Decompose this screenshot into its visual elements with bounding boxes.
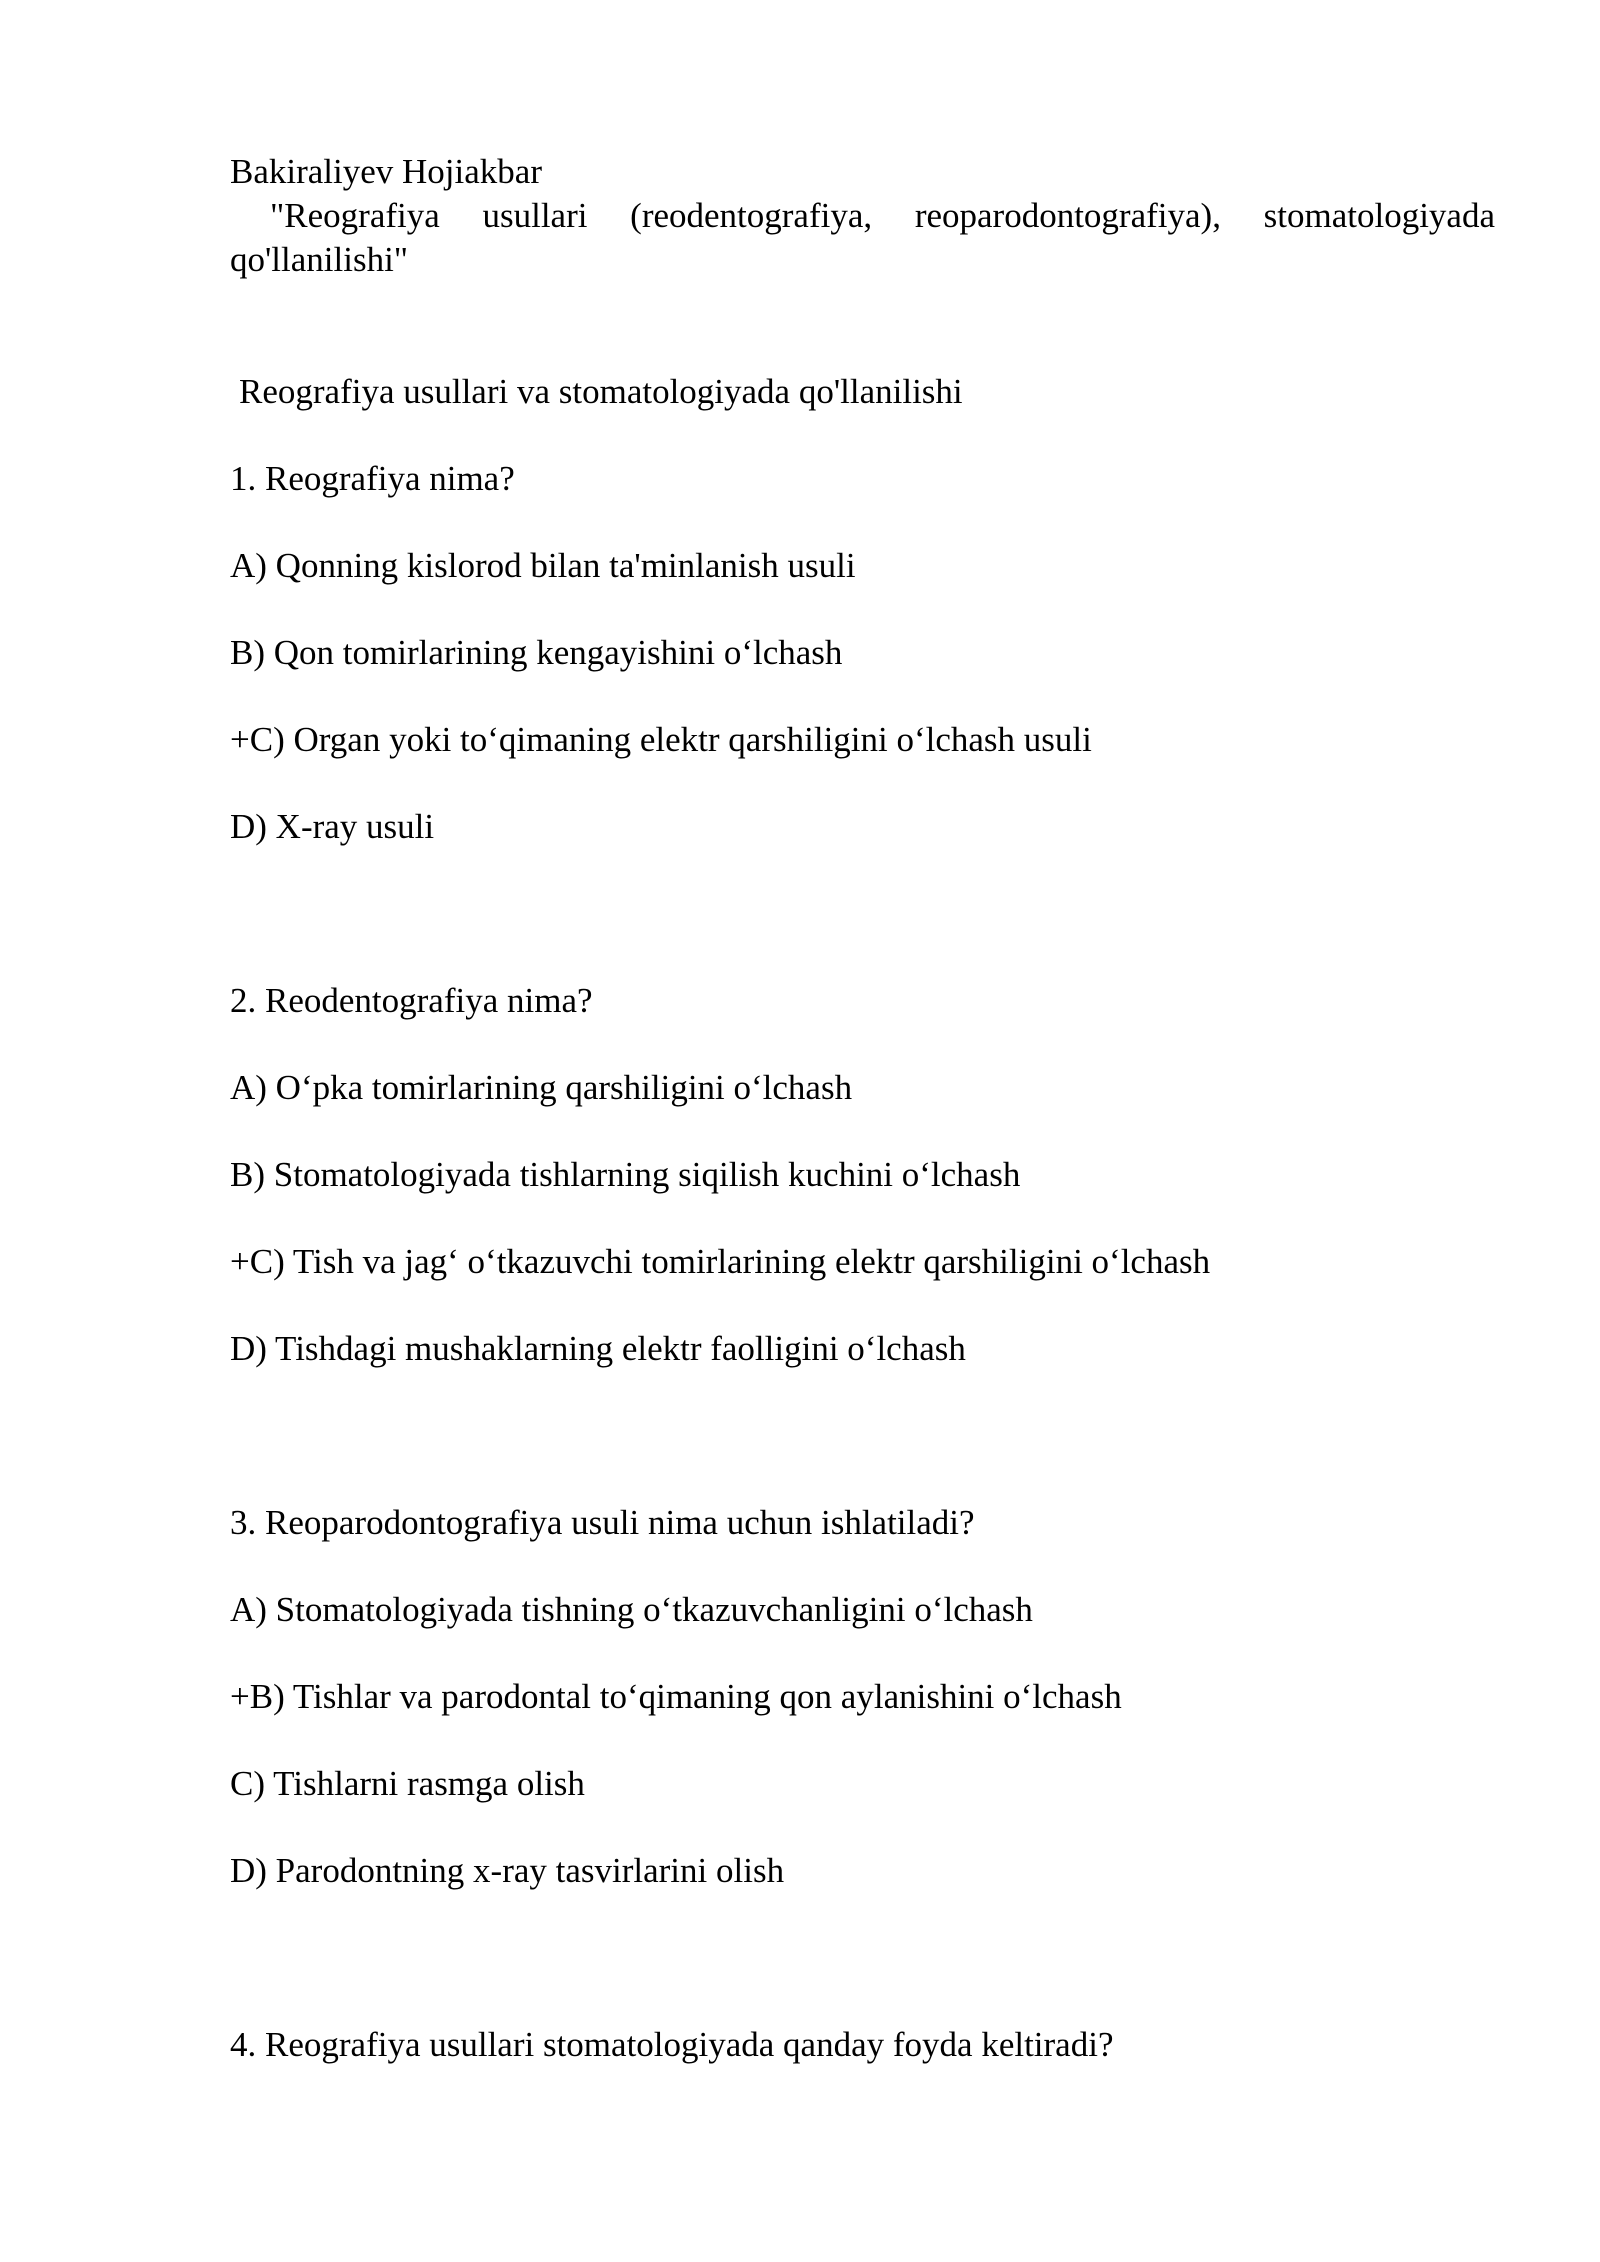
document-content (230, 150, 1504, 2110)
author-name: Bakiraliyev Hojiakbar (230, 152, 542, 191)
question-block-2 (230, 979, 1495, 1371)
answer-option: A) Stomatologiyada tishning o‘tkazuvchanligini o‘lchash (230, 1590, 1033, 1629)
answer-option: A) O‘pka tomirlarining qarshiligini o‘lchash (230, 1068, 853, 1107)
answer-option: B) Qon tomirlarining kengayishini o‘lchash (230, 633, 843, 672)
answer-option: C) Tishlarni rasmga olish (230, 1764, 585, 1803)
question-text: 4. Reografiya usullari stomatologiyada qanday foyda keltiradi? (230, 2025, 1114, 2064)
answer-option: D) Tishdagi mushaklarning elektr faolligini o‘lchash (230, 1329, 966, 1368)
question-block-1 (230, 457, 1495, 849)
question-block-3 (230, 1501, 1495, 1893)
answer-option-correct: +B) Tishlar va parodontal to‘qimaning qon aylanishini o‘lchash (230, 1677, 1122, 1716)
answer-option: B) Stomatologiyada tishlarning siqilish kuchini o‘lchash (230, 1155, 1021, 1194)
spacer (230, 892, 1495, 979)
spacer (230, 1936, 1495, 2023)
spacer (230, 1414, 1495, 1501)
answer-option-correct: +C) Tish va jag‘ o‘tkazuvchi tomirlarining elektr qarshiligini o‘lchash (230, 1242, 1211, 1281)
question-text: 2. Reodentografiya nima? (230, 981, 593, 1020)
question-text: 3. Reoparodontografiya usuli nima uchun ishlatiladi? (230, 1503, 975, 1542)
document-title: "Reografiya usullari (reodentografiya, reoparodontografiya), stomatologiyada qo'llanilishi" (230, 196, 1504, 279)
answer-option: D) Parodontning x-ray tasvirlarini olish (230, 1851, 785, 1890)
section-subtitle: Reografiya usullari va stomatologiyada qo'llanilishi (239, 372, 963, 411)
answer-option: A) Qonning kislorod bilan ta'minlanish usuli (230, 546, 856, 585)
question-text: 1. Reografiya nima? (230, 459, 515, 498)
answer-option: D) X-ray usuli (230, 807, 435, 846)
spacer (230, 282, 1495, 370)
spacer (230, 414, 1495, 457)
question-block-4 (230, 2023, 1495, 2067)
answer-option-correct: +C) Organ yoki to‘qimaning elektr qarshiligini o‘lchash usuli (230, 720, 1092, 759)
